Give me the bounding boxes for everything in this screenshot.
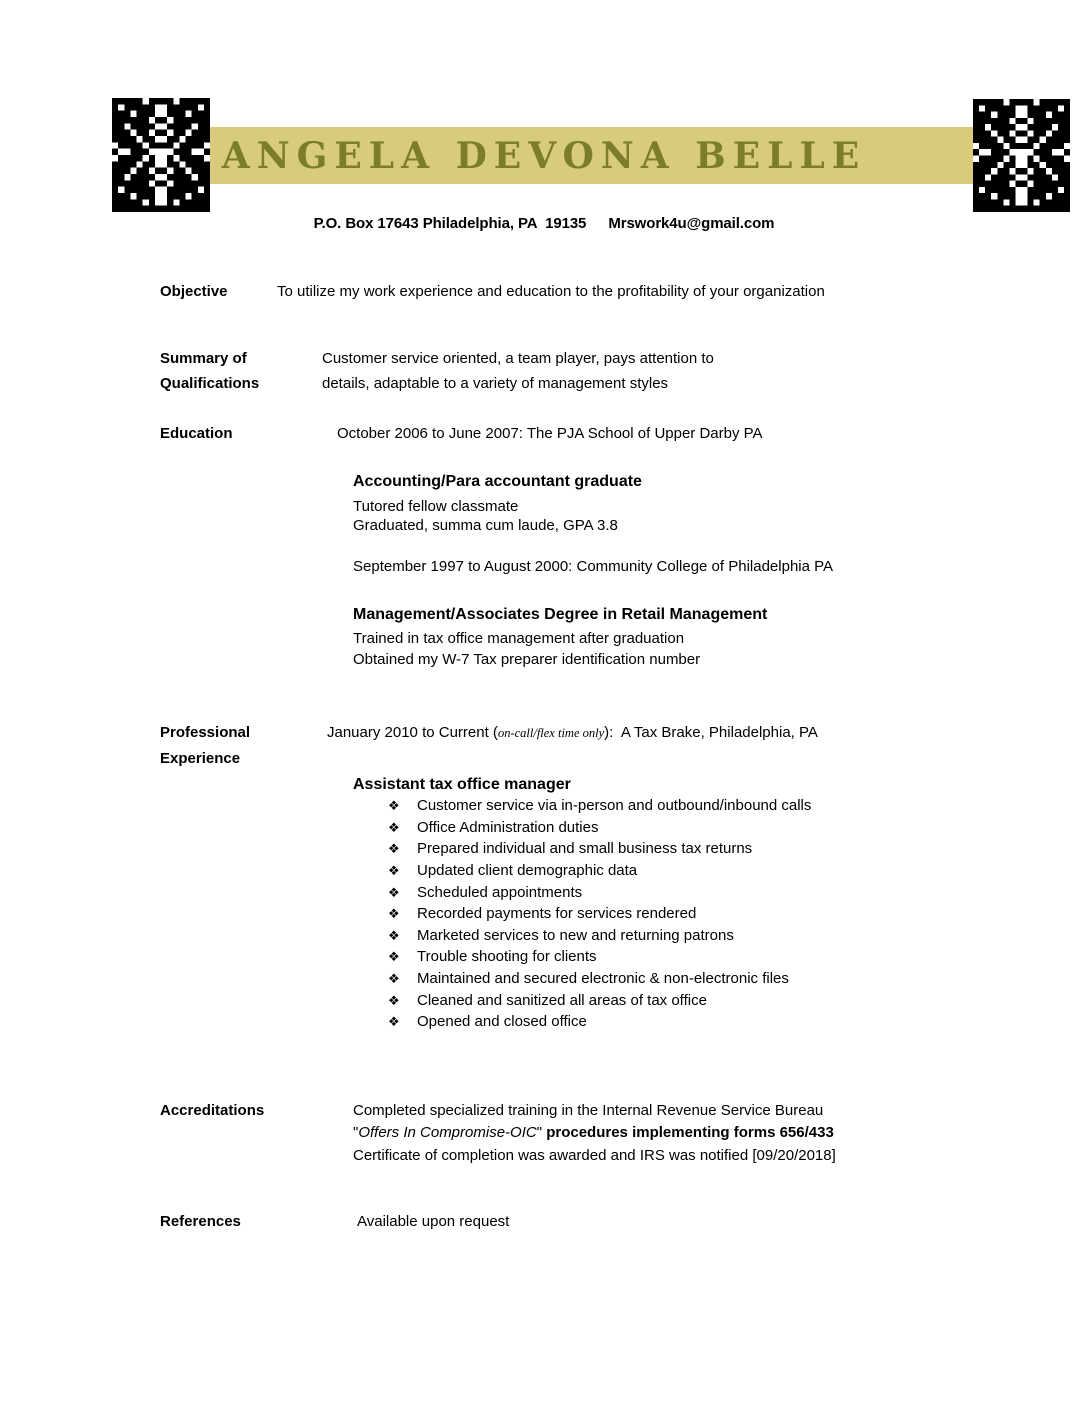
summary-text-line1: Customer service oriented, a team player, pays attention to [322, 350, 714, 367]
summary-label-line2: Qualifications [160, 375, 260, 392]
diamond-bullet-icon: ❖ [388, 862, 400, 878]
education-entry2-title: Management/Associates Degree in Retail Management [353, 606, 768, 623]
list-item [388, 795, 811, 817]
oic-close-quote: " [536, 1124, 547, 1141]
page-title: ANGELA DEVONA BELLE [221, 134, 867, 177]
diamond-bullet-icon: ❖ [388, 971, 400, 987]
experience-dates [327, 724, 818, 741]
bullet-text: Customer service via in-person and outbound/inbound calls [417, 797, 812, 814]
experience-flex-note: on-call/flex time only [497, 726, 605, 740]
diamond-bullet-icon: ❖ [388, 798, 400, 813]
list-item [388, 817, 811, 839]
education-label: Education [160, 425, 233, 442]
mailing-address: P.O. Box 17643 Philadelphia, PA 19135 [313, 215, 587, 232]
pixel-snowflake-ornament-left [112, 98, 210, 212]
experience-label-line1: Professional [160, 724, 251, 741]
diamond-bullet-icon: ❖ [388, 949, 400, 965]
accreditations-line3: Certificate of completion was awarded and IRS was notified [09/20/2018] [353, 1147, 836, 1164]
list-item [388, 990, 811, 1012]
bullet-text: Recorded payments for services rendered [417, 905, 697, 923]
accreditations-line2 [353, 1124, 834, 1141]
accreditations-label: Accreditations [160, 1102, 265, 1119]
diamond-bullet-icon: ❖ [388, 819, 400, 835]
summary-label-line1: Summary of [160, 350, 247, 367]
education-entry1-detail2: Graduated, summa cum laude, GPA 3.8 [353, 517, 618, 534]
oic-title: Offers In Compromise-OIC [358, 1124, 537, 1141]
education-entry2-detail2: Obtained my W-7 Tax preparer identification number [353, 651, 701, 668]
email-address: Mrswork4u@gmail.com [608, 215, 775, 232]
accreditations-line1: Completed specialized training in the Internal Revenue Service Bureau [353, 1102, 824, 1119]
education-entry1-detail1: Tutored fellow classmate [353, 498, 519, 515]
diamond-bullet-icon: ❖ [388, 906, 400, 922]
experience-dates-prefix: January 2010 to Current ( [327, 724, 498, 741]
experience-label-line2: Experience [160, 750, 241, 767]
pixel-snowflake-ornament-right [973, 99, 1070, 212]
objective-label: Objective [160, 283, 228, 300]
name-banner [210, 127, 973, 184]
experience-bullet-list [388, 795, 811, 1033]
list-item [388, 946, 811, 968]
bullet-text: Office Administration duties [417, 818, 599, 836]
bullet-text: Prepared individual and small business tax returns [417, 840, 753, 858]
education-entry1-dates: October 2006 to June 2007: The PJA School of Upper Darby PA [337, 425, 763, 442]
education-entry1-title: Accounting/Para accountant graduate [353, 473, 642, 490]
experience-dates-suffix: ): A Tax Brake, Philadelphia, PA [604, 724, 818, 741]
contact-line [0, 215, 1088, 232]
diamond-bullet-icon: ❖ [388, 841, 400, 857]
bullet-text: Trouble shooting for clients [417, 948, 597, 966]
references-text: Available upon request [357, 1213, 510, 1230]
list-item [388, 882, 811, 904]
bullet-text: Scheduled appointments [417, 883, 583, 901]
references-label: References [160, 1213, 241, 1230]
diamond-bullet-icon: ❖ [388, 927, 400, 943]
objective-text: To utilize my work experience and education to the profitability of your organization [277, 283, 825, 300]
bullet-text: Updated client demographic data [417, 861, 638, 879]
diamond-bullet-icon: ❖ [388, 992, 400, 1008]
list-item [388, 838, 811, 860]
list-item [388, 968, 811, 990]
diamond-bullet-icon: ❖ [388, 1014, 400, 1030]
oic-forms: procedures implementing forms 656/433 [546, 1124, 834, 1141]
summary-text-line2: details, adaptable to a variety of management styles [322, 375, 669, 392]
list-item [388, 925, 811, 947]
education-entry2-dates: September 1997 to August 2000: Community College of Philadelphia PA [353, 558, 834, 575]
oic-open-quote: " [353, 1124, 359, 1141]
bullet-text: Opened and closed office [417, 1013, 587, 1031]
list-item [388, 1011, 811, 1033]
diamond-bullet-icon: ❖ [388, 884, 400, 900]
list-item [388, 903, 811, 925]
bullet-text: Cleaned and sanitized all areas of tax office [417, 991, 707, 1009]
bullet-text: Marketed services to new and returning patrons [417, 926, 734, 944]
experience-job-title: Assistant tax office manager [353, 776, 571, 793]
list-item [388, 860, 811, 882]
education-entry2-detail1: Trained in tax office management after graduation [353, 630, 685, 647]
bullet-text: Maintained and secured electronic & non-electronic files [417, 970, 789, 988]
